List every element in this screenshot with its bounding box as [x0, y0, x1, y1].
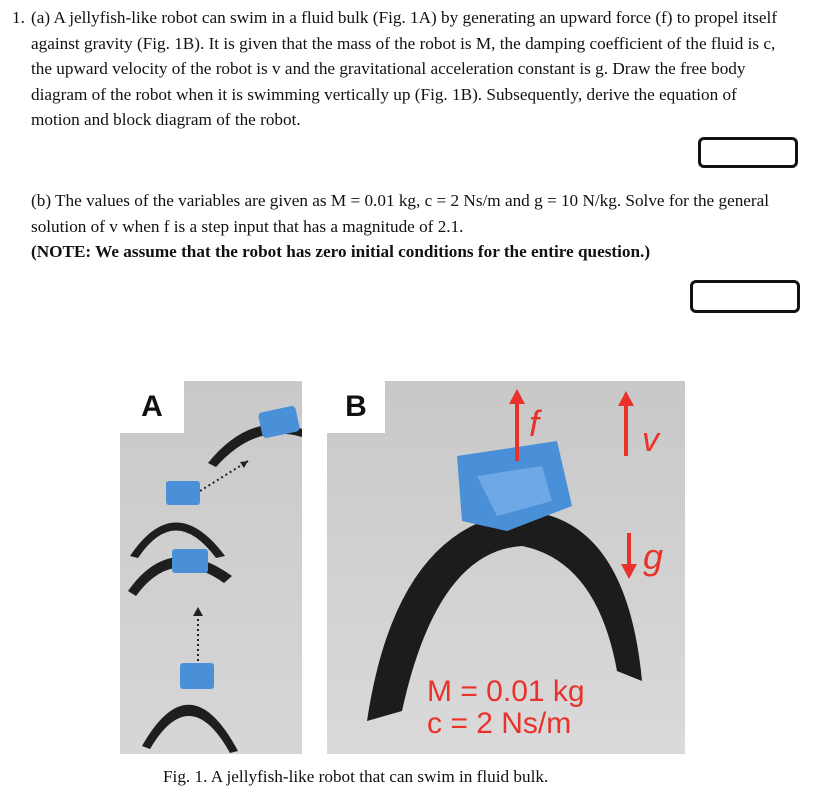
part-b-label: (b)	[31, 191, 52, 210]
part-b-paragraph	[12, 188, 787, 265]
part-a-text: A jellyfish-like robot can swim in a fluid bulk (Fig. 1A) by generating an upward force (f) to propel itself against gravity (Fig. 1B). It is given that the mass of the robot is M, the damping coefficient of the fluid is c, the upward velocity of the robot is v and the gravitational acceleration constant is g. Draw the free body diagram of the robot when it is swimming vertically up (Fig. 1B). Subsequently, derive the equation of motion and block diagram of the robot.	[31, 8, 778, 129]
damping-label: c = 2 Ns/m	[427, 707, 572, 740]
part-b-note: (NOTE: We assume that the robot has zero initial conditions for the entire question.)	[31, 242, 651, 261]
answer-box-a[interactable]	[698, 137, 798, 168]
robot-float-low	[172, 549, 208, 573]
motion-arrow-2	[193, 607, 203, 616]
panel-b-label: B	[327, 381, 385, 433]
motion-path-1	[200, 461, 248, 491]
force-arrow-head	[509, 389, 525, 404]
velocity-arrow-head	[618, 391, 634, 406]
robot-bell-bottom	[142, 705, 238, 753]
panel-a-label: A	[120, 381, 184, 433]
part-a-paragraph	[12, 5, 787, 133]
panel-b-photo	[327, 381, 685, 754]
force-label: f	[529, 403, 540, 444]
figure-caption: Fig. 1. A jellyfish-like robot that can swim in fluid bulk.	[163, 767, 549, 786]
robot-float-mid	[166, 481, 200, 505]
gravity-label: g	[643, 536, 664, 577]
part-a-label: (a)	[31, 8, 51, 27]
problem-number: 1.	[12, 8, 25, 27]
robot-float-bottom	[180, 663, 214, 689]
panel-a-photo	[120, 381, 302, 754]
mass-label: M = 0.01 kg	[427, 675, 585, 708]
figure-panel-a	[120, 381, 302, 754]
velocity-label: v	[642, 421, 659, 459]
figure-panel-b	[327, 381, 685, 754]
gravity-arrow-head	[621, 564, 637, 579]
motion-arrow-1	[240, 461, 248, 468]
answer-box-b[interactable]	[690, 280, 800, 313]
part-b-text: The values of the variables are given as M = 0.01 kg, c = 2 Ns/m and g = 10 N/kg. Solve for the general solution of v when f is a step input that has a magnitude of 2.1.	[31, 191, 770, 236]
